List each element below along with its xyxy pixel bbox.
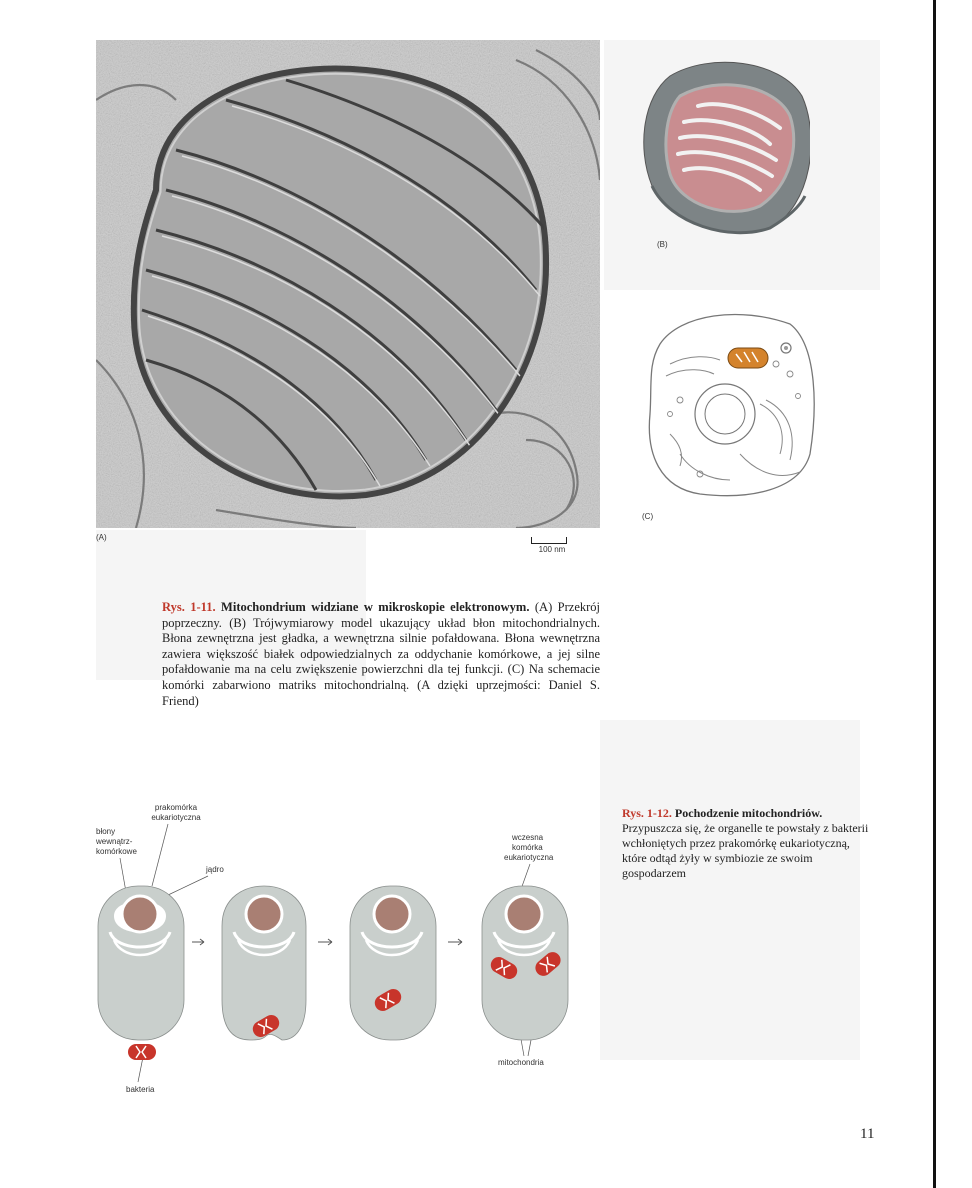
scale-bar <box>527 537 571 555</box>
mitochondrion-3d-model <box>640 56 810 236</box>
cell-schematic <box>640 304 820 504</box>
cell-stage-3 <box>350 886 436 1040</box>
label-bakteria: bakteria <box>126 1085 155 1094</box>
label-komorkowe: komórkowe <box>96 847 137 856</box>
panel-label-c: (C) <box>642 512 654 521</box>
cell-stage-2 <box>222 886 306 1040</box>
figure-1-11-caption <box>162 600 600 709</box>
figure-1-11-title: Mitochondrium widziane w mikroskopie elektronowym. <box>221 600 530 614</box>
bleed-through-bottom <box>600 720 860 1060</box>
label-blony: błony <box>96 827 116 836</box>
figure-1-11-body: (A) Przekrój poprzeczny. (B) Trójwymiarowy model ukazujący układ błon mitochondrialnych. Błona zewnętrzna jest gładka, a wewnętrzna silnie pofałdowana. Błona wewnętrzna zawiera większość białek odpowiedzialnych za oddychanie komórkowe, a jej silne pofałdowanie ma na celu zwiększenie powierzchni dla tej funkcji. (C) Na schemacie komórki zabarwiono matriks mitochondrialną. (A dzięki uprzejmości: Daniel S. Friend) <box>162 600 601 708</box>
figure-1-12-caption <box>622 806 876 881</box>
mitochondria-origin-diagram <box>80 800 600 1100</box>
cell-stage-1 <box>98 886 184 1040</box>
label-prakomorka: prakomórka eukariotyczna <box>151 803 201 822</box>
scale-bar-label: 100 nm <box>538 545 566 554</box>
panel-label-b: (B) <box>657 240 668 249</box>
panel-label-a: (A) <box>96 533 107 542</box>
figure-1-11-number: Rys. 1-11. <box>162 600 216 614</box>
label-wczesna: wczesna <box>512 833 544 842</box>
page-binding-edge <box>933 0 972 1188</box>
scale-bar-line <box>531 537 567 544</box>
label-eukariotyczna: eukariotyczna <box>504 853 554 862</box>
label-jadro: jądro <box>206 865 224 874</box>
page-number: 11 <box>860 1126 875 1142</box>
label-wewnatrz: wewnątrz- <box>96 837 133 846</box>
label-komorka: komórka <box>512 843 543 852</box>
electron-micrograph <box>96 40 600 528</box>
label-mitochondria: mitochondria <box>498 1058 544 1067</box>
bacterium <box>128 1044 156 1060</box>
figure-1-12-number: Rys. 1-12. <box>622 806 672 820</box>
figure-1-12-body: Przypuszcza się, że organelle te powstały z bakterii wchłoniętych przez prakomórkę eukariotyczną, które odtąd żyły w symbiozie ze swoim gospodarzem <box>622 821 869 880</box>
figure-1-12-title: Pochodzenie mitochondriów. <box>674 806 823 820</box>
cell-stage-4 <box>482 886 568 1040</box>
mitochondrion-matrix-highlight <box>728 348 768 368</box>
